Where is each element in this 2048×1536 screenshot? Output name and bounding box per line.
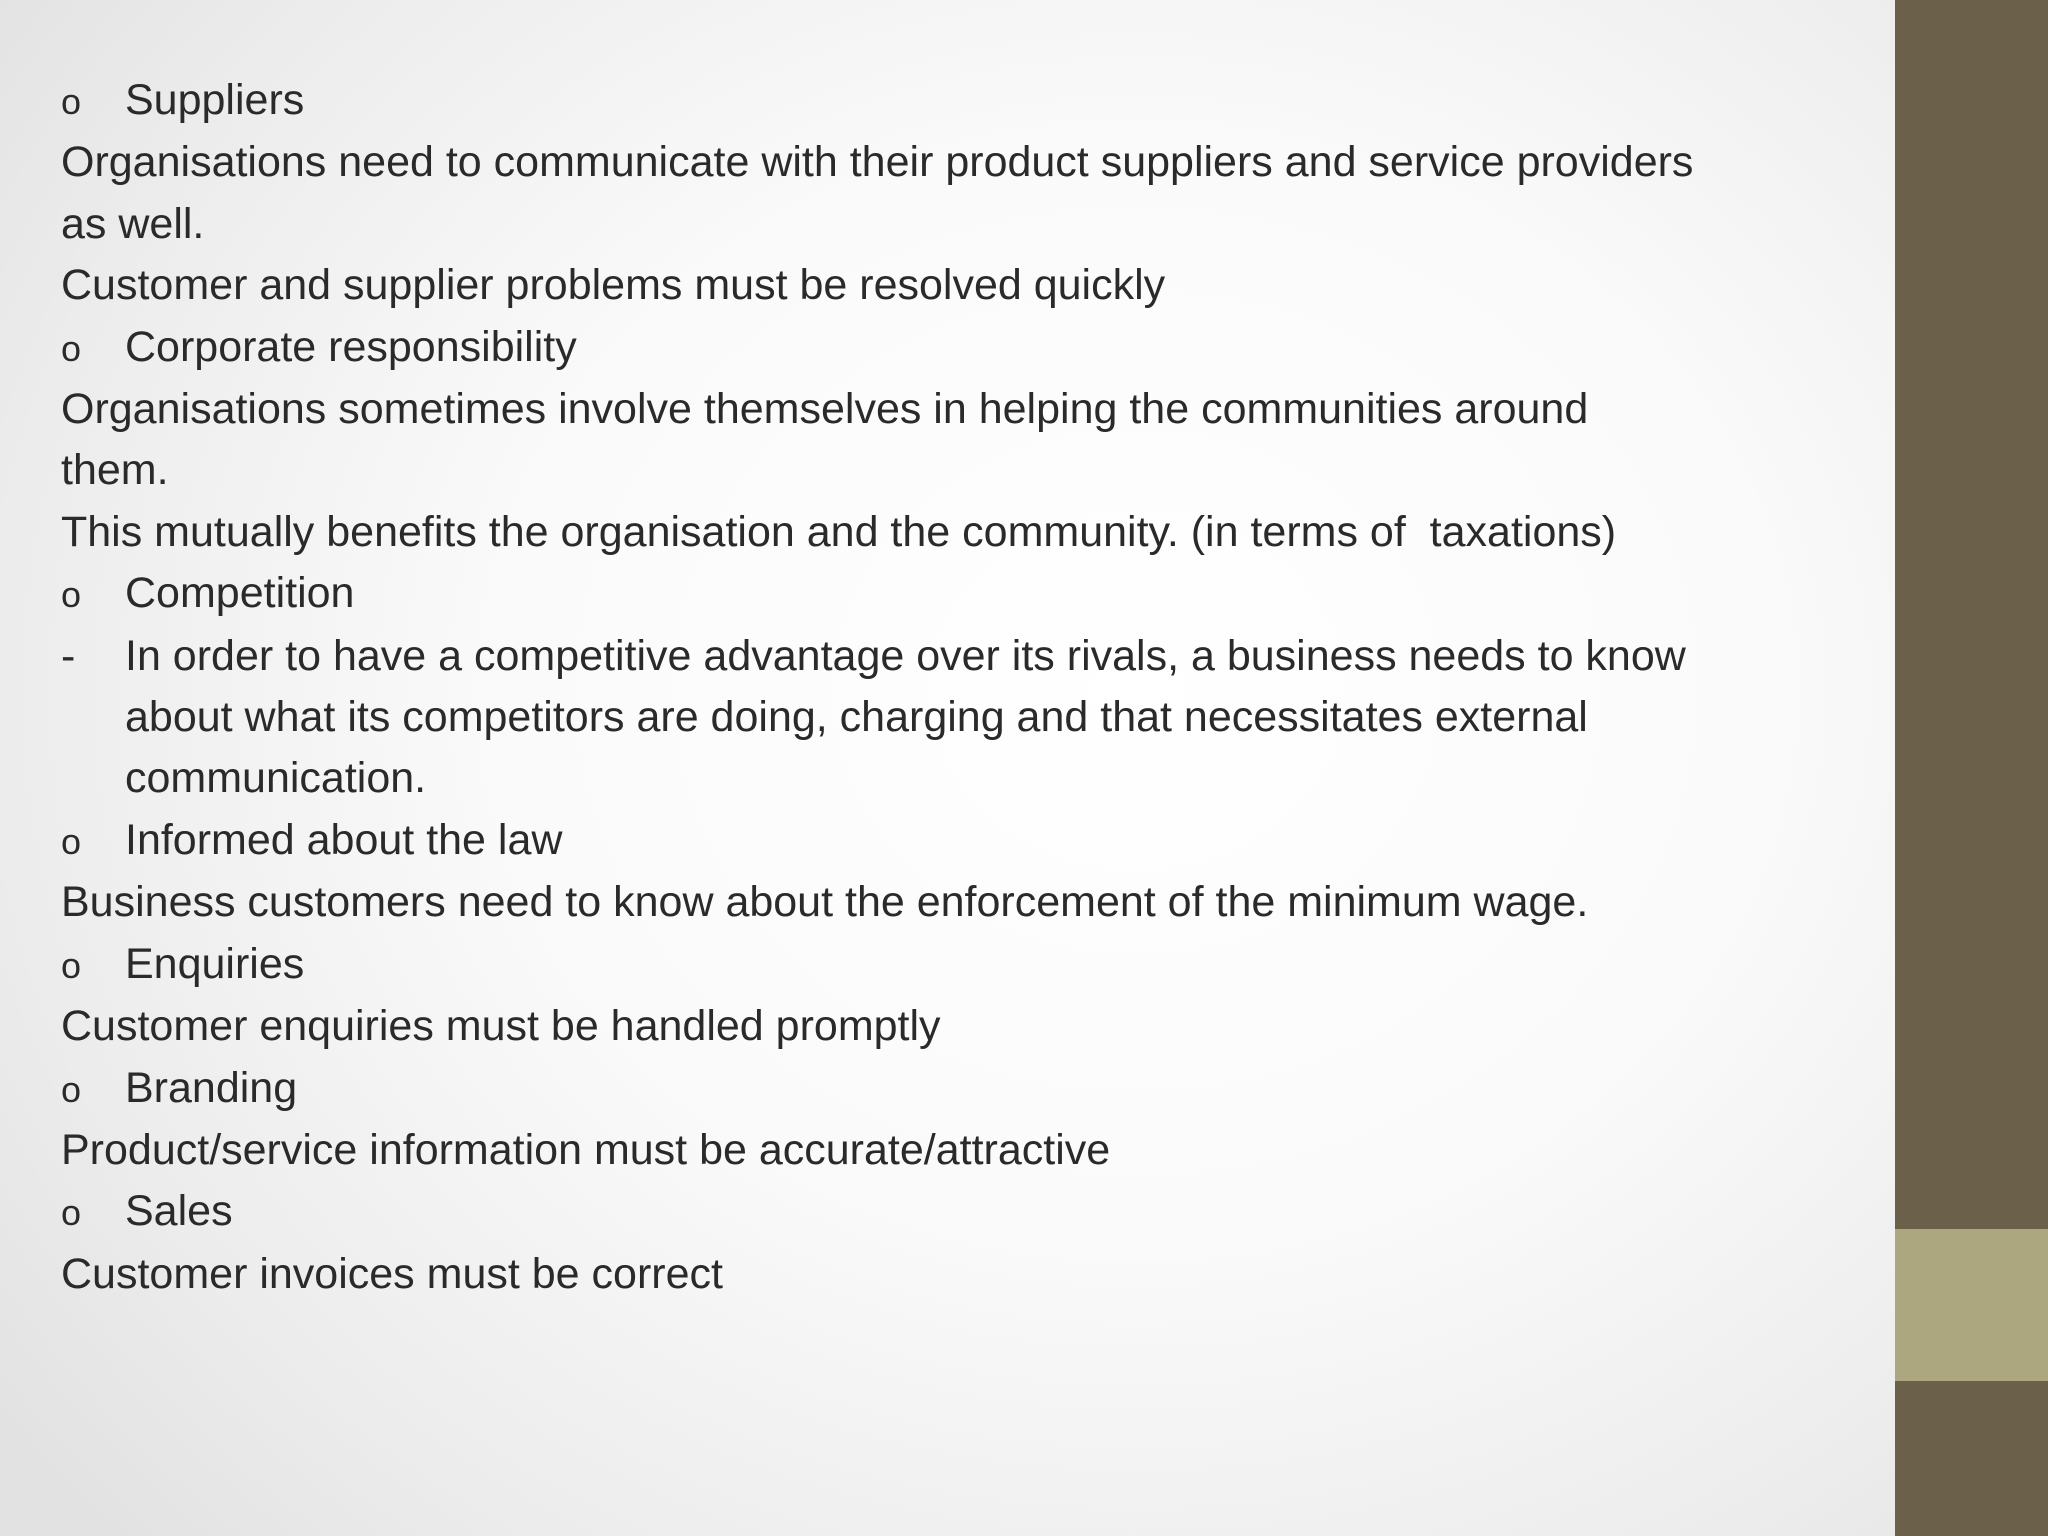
bullet-enquiries: [61, 934, 1861, 996]
bullet-corporate-responsibility: [61, 317, 1861, 379]
bullet-suppliers: [61, 70, 1861, 132]
dash-bullet-icon: -: [61, 631, 76, 680]
bullet-heading: Corporate responsibility: [125, 322, 577, 371]
dash-item-line: In order to have a competitive advantage over its rivals, a business needs to know: [125, 631, 1686, 680]
circle-bullet-icon: o: [61, 1192, 82, 1234]
bullet-heading: Branding: [125, 1063, 298, 1112]
circle-bullet-icon: o: [61, 820, 82, 862]
circle-bullet-icon: o: [61, 1068, 82, 1110]
dash-item-line: about what its competitors are doing, charging and that necessitates external: [125, 693, 1588, 742]
circle-bullet-icon: o: [61, 81, 82, 122]
paragraph-line: Business customers need to know about the enforcement of the minimum wage.: [61, 878, 1589, 927]
bullet-sales: [61, 1181, 1861, 1243]
circle-bullet-icon: o: [61, 944, 82, 986]
paragraph-line: Customer enquiries must be handled promptly: [61, 1002, 941, 1051]
bullet-heading: Sales: [125, 1187, 233, 1236]
bullet-heading: Suppliers: [125, 76, 305, 124]
bullet-heading: Informed about the law: [125, 815, 563, 864]
paragraph-line: This mutually benefits the organisation and the community. (in terms of taxations): [61, 507, 1617, 556]
bullet-heading: Enquiries: [125, 939, 305, 988]
paragraph-line: Product/service information must be accurate/attractive: [61, 1125, 1111, 1174]
dash-item-competition: [61, 626, 1861, 810]
circle-bullet-icon: o: [61, 327, 82, 369]
paragraph-line: Organisations need to communicate with their product suppliers and service providers: [61, 138, 1694, 187]
circle-bullet-icon: o: [61, 574, 82, 616]
dash-item-line: communication.: [125, 754, 427, 803]
dash-item-text: [125, 626, 1825, 810]
paragraph-line: Organisations sometimes involve themselves in helping the communities around: [61, 385, 1589, 434]
paragraph-line: Customer and supplier problems must be resolved quickly: [61, 261, 1166, 310]
bullet-competition: [61, 563, 1861, 625]
bullet-heading: Competition: [125, 569, 355, 618]
bullet-branding: [61, 1058, 1861, 1120]
paragraph-line: Customer invoices must be correct: [61, 1249, 723, 1298]
side-decoration-accent: [1895, 1229, 2048, 1381]
bullet-informed-about-law: [61, 810, 1861, 872]
paragraph-line: them.: [61, 446, 169, 495]
slide-content: [61, 70, 1861, 1305]
paragraph-line: as well.: [61, 199, 205, 248]
